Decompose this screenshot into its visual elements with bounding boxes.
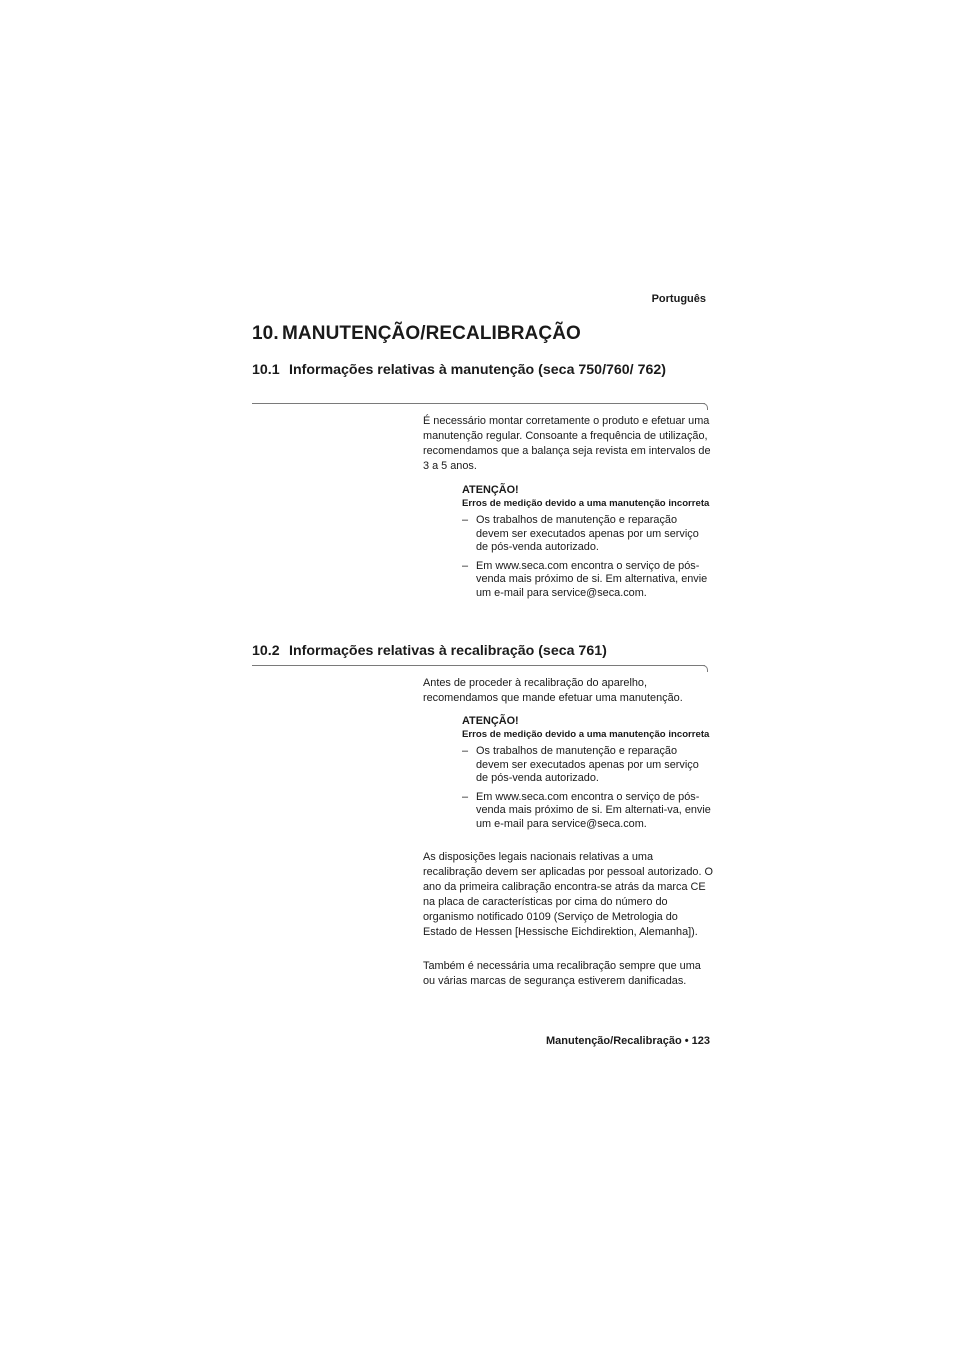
section-1-heading: Informações relativas à manutenção (seca 750/760/ 762) — [289, 362, 666, 378]
warning-subtitle: Erros de medição devido a uma manutenção incorreta — [462, 498, 710, 509]
warning-title: ATENÇÃO! — [462, 715, 519, 727]
section-1-title — [252, 361, 707, 379]
section-2-paragraph-2: Também é necessária uma recalibração sempre que uma ou várias marcas de segurança estiverem danificadas. — [423, 960, 701, 987]
chapter-title — [252, 323, 712, 345]
warning-list — [462, 514, 712, 601]
section-1-paragraph: É necessário montar corretamente o produto e efetuar uma manutenção regular. Consoante a frequência de utilização, recomendamos que a balança seja revista em intervalos de 3 a 5 anos. — [423, 415, 711, 472]
section-2-divider — [252, 665, 705, 666]
warning-title: ATENÇÃO! — [462, 484, 519, 496]
section-1-number: 10.1 — [252, 362, 280, 378]
list-item: – Em www.seca.com encontra o serviço de pós-venda mais próximo de si. Em alternati-va, envie um e-mail para service@seca.com. — [462, 790, 711, 830]
section-2-number: 10.2 — [252, 643, 280, 659]
dash-icon: – — [462, 790, 469, 803]
section-2-warning — [462, 714, 712, 837]
list-item: – Os trabalhos de manutenção e reparação devem ser executados apenas por um serviço de pós-venda autorizado. — [462, 514, 699, 554]
section-2-heading: Informações relativas à recalibração (seca 761) — [289, 643, 607, 659]
page-footer: Manutenção/Recalibração • 123 — [545, 1035, 710, 1047]
dash-icon: – — [462, 514, 469, 526]
list-item: – Em www.seca.com encontra o serviço de pós-venda mais próximo de si. Em alternativa, envie um e-mail para service@seca.com. — [462, 559, 708, 599]
warning-list — [462, 745, 712, 832]
section-2-intro: Antes de proceder à recalibração do aparelho, recomendamos que mande efetuar uma manutenção. — [423, 677, 683, 704]
section-1-warning — [462, 483, 712, 606]
section-2-paragraph-1: As disposições legais nacionais relativas a uma recalibração devem ser aplicadas por pessoal autorizado. O ano da primeira calibração encontra-se atrás da marca CE na placa de características por cima do número do organismo notificado 0109 (Serviço de Metrologia do Estado de Hessen [Hessische Eichdirektion, Alemanha]). — [423, 851, 713, 938]
dash-icon: – — [462, 559, 469, 572]
section-2-title — [252, 642, 707, 660]
warning-subtitle: Erros de medição devido a uma manutenção incorreta — [462, 729, 710, 740]
list-item: – Os trabalhos de manutenção e reparação devem ser executados apenas por um serviço de pós-venda autorizado. — [462, 745, 699, 785]
language-label: Português — [651, 293, 706, 305]
chapter-heading: MANUTENÇÃO/RECALIBRAÇÃO — [282, 323, 581, 344]
section-1-divider — [252, 403, 705, 404]
chapter-number: 10. — [252, 323, 279, 344]
dash-icon: – — [462, 745, 469, 757]
